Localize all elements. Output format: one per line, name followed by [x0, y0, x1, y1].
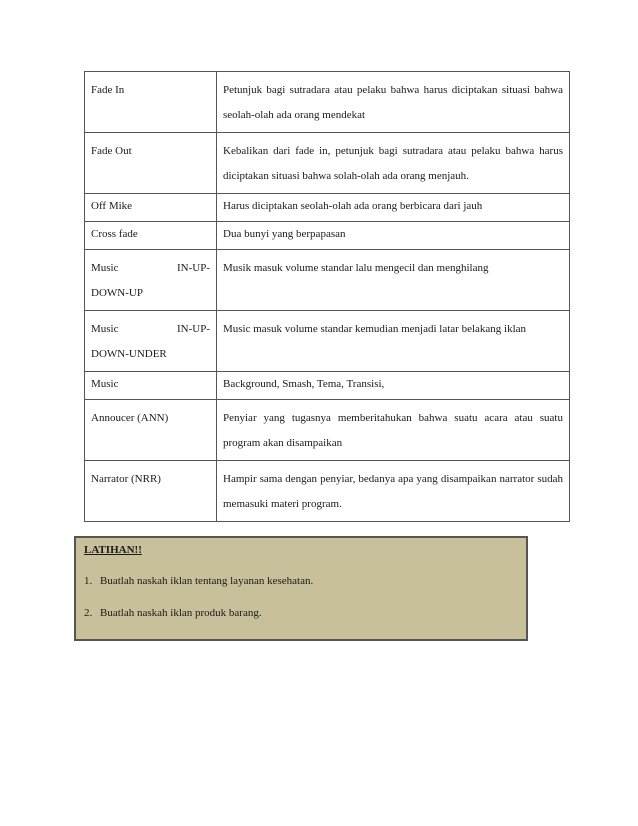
terms-table — [84, 71, 570, 522]
term-first-line — [91, 317, 210, 342]
list-item — [84, 606, 313, 620]
term-cell — [85, 372, 217, 400]
definition-cell: Penyiar yang tugasnya memberitahukan bahwa suatu acara atau suatu program akan disampaikan — [217, 400, 570, 461]
table-row — [85, 311, 570, 372]
table-row — [85, 372, 570, 400]
list-item — [84, 574, 313, 588]
definition-cell: Kebalikan dari fade in, petunjuk bagi sutradara atau pelaku bahwa harus diciptakan situasi bahwa solah-olah ada orang menjauh. — [217, 133, 570, 194]
definition-cell: Musik masuk volume standar lalu mengecil dan menghilang — [217, 250, 570, 311]
table-row — [85, 400, 570, 461]
table-row — [85, 133, 570, 194]
term-label: DOWN-UNDER — [91, 348, 167, 360]
exercise-title: LATIHAN!! — [84, 544, 142, 556]
term-label: Music — [91, 262, 119, 274]
table-row — [85, 250, 570, 311]
definition-cell: Background, Smash, Tema, Transisi, — [217, 372, 570, 400]
term-first-line — [91, 256, 210, 281]
list-item-number: 2. — [84, 607, 93, 619]
term-label: Music — [91, 323, 119, 335]
definition-cell: Harus diciptakan seolah-olah ada orang berbicara dari jauh — [217, 194, 570, 222]
term-cell — [85, 72, 217, 133]
table-row — [85, 72, 570, 133]
term-label: IN-UP- — [177, 262, 210, 274]
list-item-number: 1. — [84, 575, 93, 587]
list-item-text: Buatlah naskah iklan produk barang. — [100, 607, 262, 619]
term-label: DOWN-UP — [91, 287, 143, 299]
term-cell — [85, 250, 217, 311]
term-label: Music — [91, 378, 119, 390]
term-cell — [85, 311, 217, 372]
term-cell — [85, 400, 217, 461]
term-label: Off Mike — [91, 200, 133, 212]
table-row — [85, 194, 570, 222]
table-row — [85, 222, 570, 250]
exercise-box — [74, 536, 528, 641]
term-label: Narrator (NRR) — [91, 473, 161, 485]
term-label: Cross fade — [91, 228, 138, 240]
term-cell — [85, 194, 217, 222]
term-cell — [85, 133, 217, 194]
term-cell — [85, 461, 217, 522]
definition-cell: Dua bunyi yang berpapasan — [217, 222, 570, 250]
term-label: Fade In — [91, 84, 125, 96]
term-label: Annoucer (ANN) — [91, 412, 169, 424]
exercise-list — [84, 574, 313, 638]
definition-cell: Petunjuk bagi sutradara atau pelaku bahwa harus diciptakan situasi bahwa seolah-olah ada orang mendekat — [217, 72, 570, 133]
definition-cell: Hampir sama dengan penyiar, bedanya apa yang disampaikan narrator sudah memasuki materi program. — [217, 461, 570, 522]
term-cell — [85, 222, 217, 250]
term-label: Fade Out — [91, 145, 132, 157]
list-item-text: Buatlah naskah iklan tentang layanan kesehatan. — [100, 575, 314, 587]
table-row — [85, 461, 570, 522]
term-label: IN-UP- — [177, 323, 210, 335]
definition-cell: Music masuk volume standar kemudian menjadi latar belakang iklan — [217, 311, 570, 372]
